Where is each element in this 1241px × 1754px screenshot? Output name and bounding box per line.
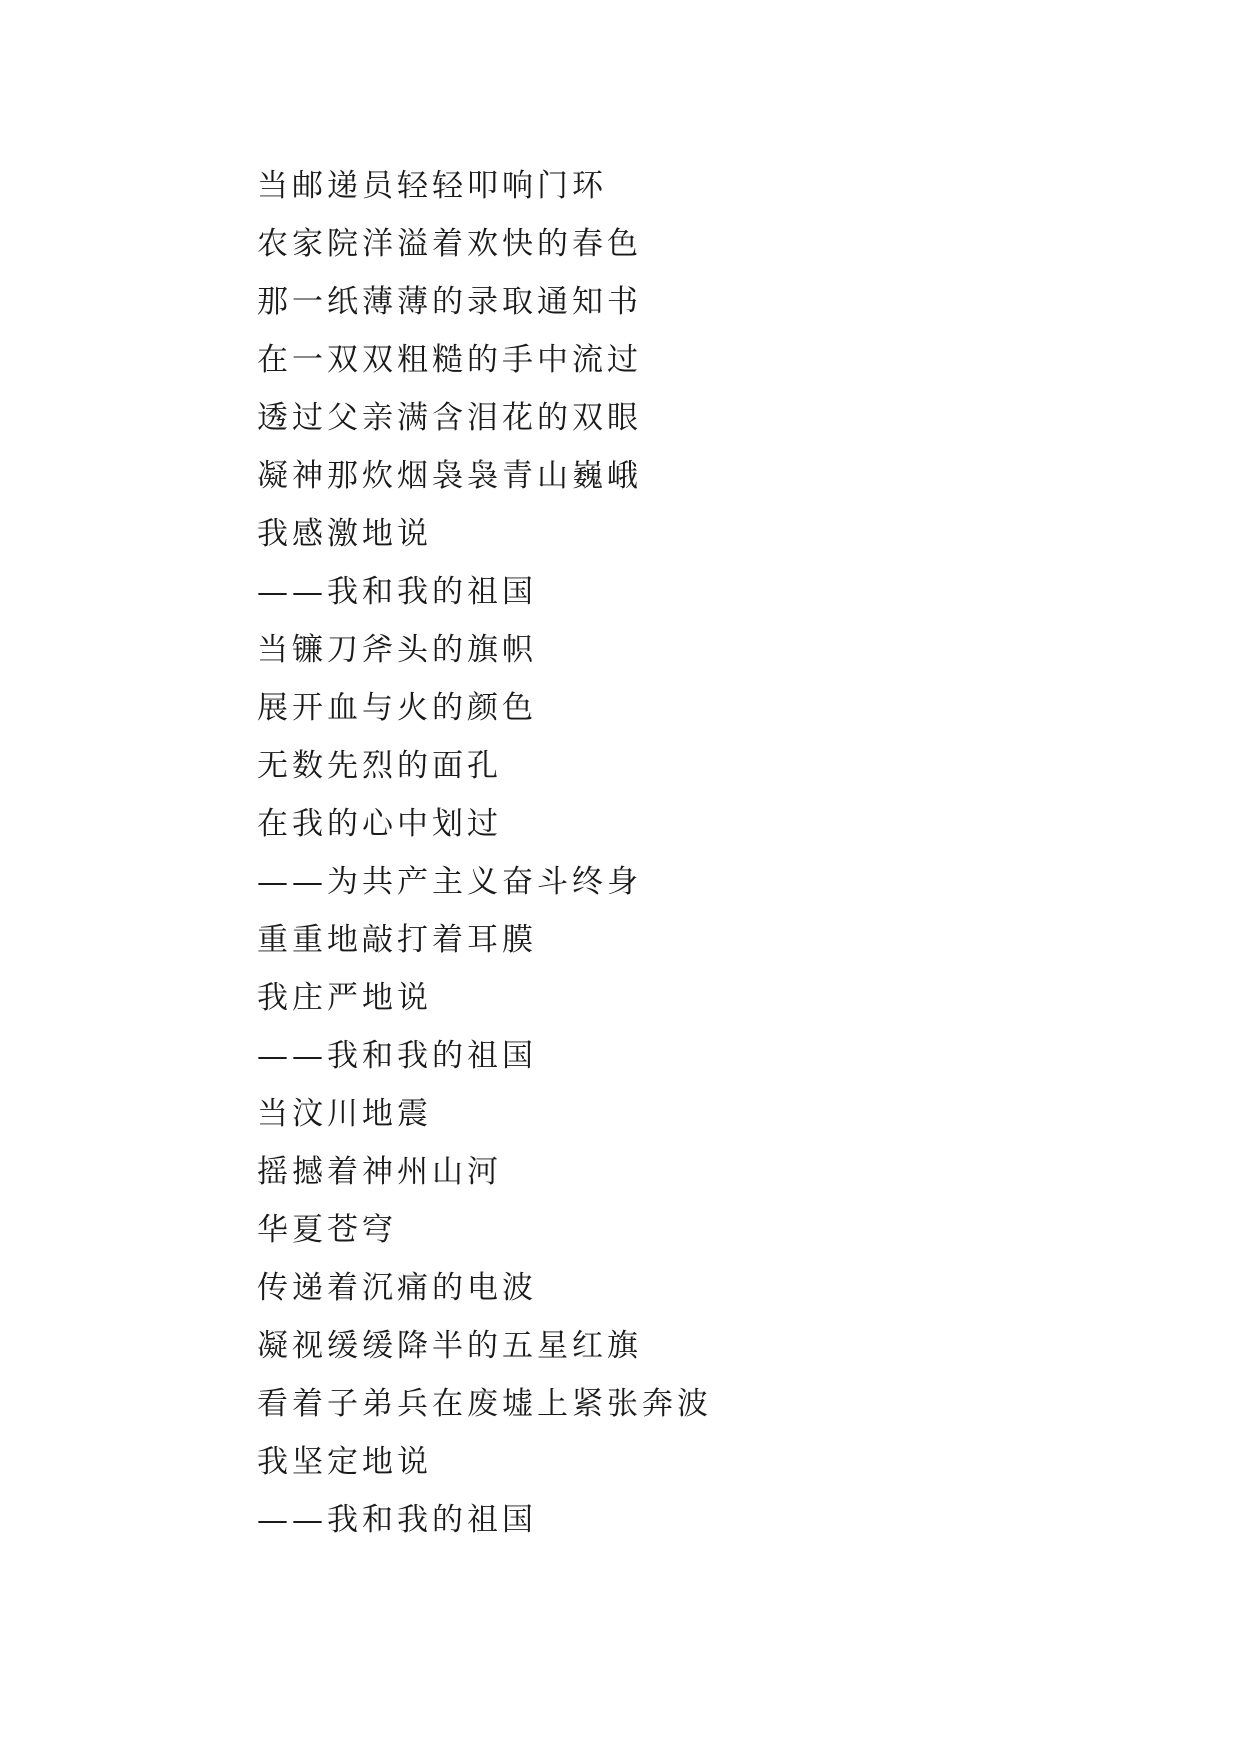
poem-line: 展开血与火的颜色 [257,690,537,726]
poem-line: 在一双双粗糙的手中流过 [257,342,642,378]
poem-line: ——我和我的祖国 [257,1502,537,1538]
poem-line: 那一纸薄薄的录取通知书 [257,284,642,320]
poem-line: ——我和我的祖国 [257,1038,537,1074]
poem-line: 当镰刀斧头的旗帜 [257,632,537,668]
poem-line: 摇撼着神州山河 [257,1154,502,1190]
poem-line: 我坚定地说 [257,1444,432,1480]
poem-line: 透过父亲满含泪花的双眼 [257,400,642,436]
poem-line: 我感激地说 [257,516,432,552]
poem-line: ——我和我的祖国 [257,574,537,610]
poem-line: 在我的心中划过 [257,806,502,842]
poem-line: 传递着沉痛的电波 [257,1270,537,1306]
poem-line: ——为共产主义奋斗终身 [257,864,642,900]
poem-line: 华夏苍穹 [257,1212,397,1248]
poem-line: 当邮递员轻轻叩响门环 [257,168,607,204]
poem-line: 凝神那炊烟袅袅青山巍峨 [257,458,642,494]
poem-line: 当汶川地震 [257,1096,432,1132]
poem-body [257,157,1157,1549]
poem-line: 我庄严地说 [257,980,432,1016]
poem-line: 凝视缓缓降半的五星红旗 [257,1328,642,1364]
poem-line: 重重地敲打着耳膜 [257,922,537,958]
poem-line: 无数先烈的面孔 [257,748,502,784]
poem-line: 农家院洋溢着欢快的春色 [257,226,642,262]
poem-line: 看着子弟兵在废墟上紧张奔波 [257,1386,712,1422]
